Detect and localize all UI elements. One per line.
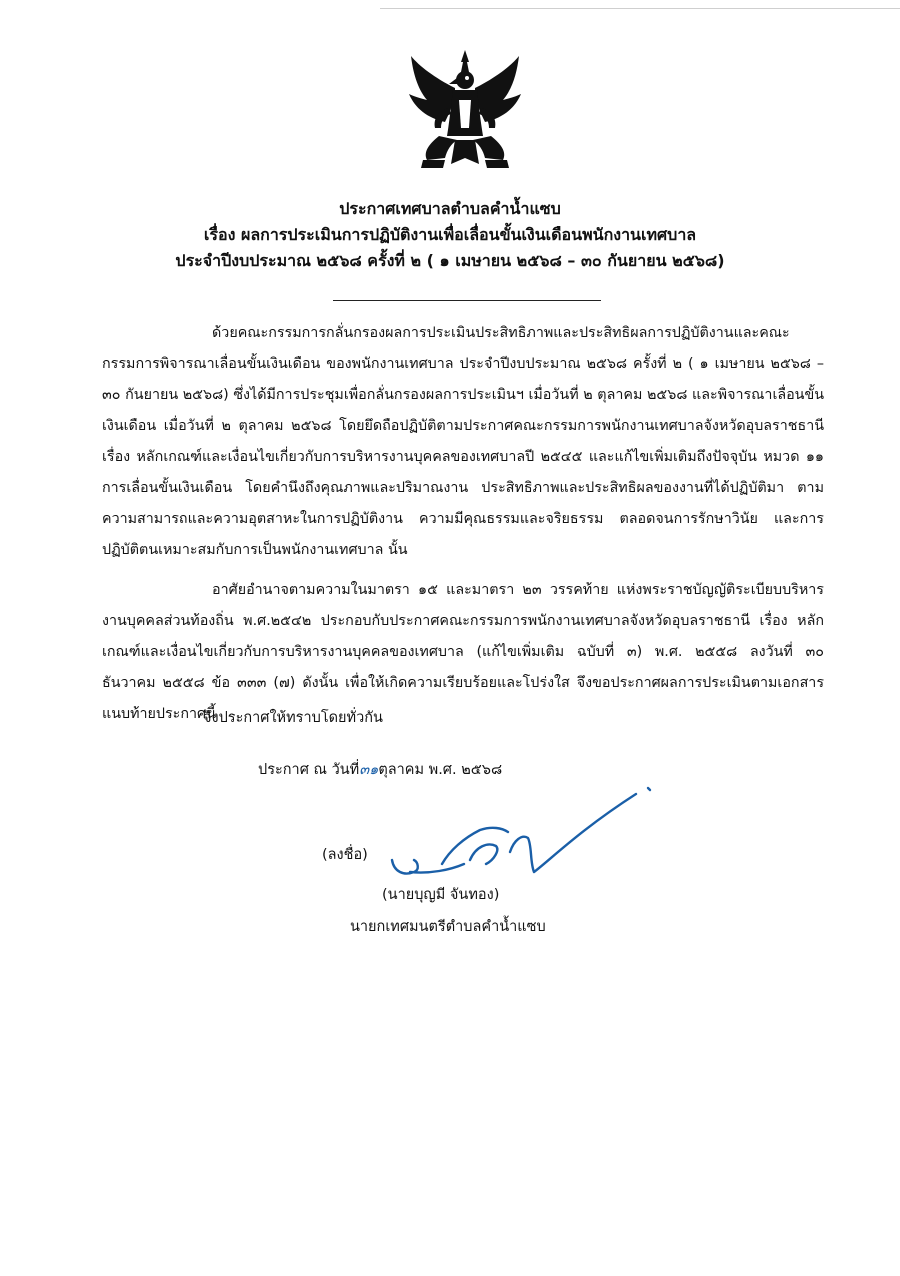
closing-statement: จึงประกาศให้ทราบโดยทั่วกัน xyxy=(203,710,383,726)
document-header xyxy=(100,196,800,274)
announcement-period: ประจำปีงบประมาณ ๒๕๖๘ ครั้งที่ ๒ ( ๑ เมษายน ๒๕๖๘ – ๓๐ กันยายน ๒๕๖๘) xyxy=(175,251,725,270)
header-divider xyxy=(333,300,601,301)
date-day-handwritten: ๓๑ xyxy=(359,762,379,778)
body-paragraph-2: อาศัยอำนาจตามความในมาตรา ๑๕ และมาตรา ๒๓ วรรคท้าย แห่งพระราชบัญญัติระเบียบบริหารงานบุคคลส่วนท้องถิ่น พ.ศ.๒๕๔๒ ประกอบกับประกาศคณะกรรมการพนักงานเทศบาลจังหวัดอุบลราชธานี เรื่อง หลักเกณฑ์และเงื่อนไขเกี่ยวกับการบริหารงานบุคคลของเทศบาล (แก้ไขเพิ่มเติม ฉบับที่ ๓) พ.ศ. ๒๕๕๘ ลงวันที่ ๓๐ ธันวาคม ๒๕๕๘ ข้อ ๓๓๓ (๗) ดังนั้น เพื่อให้เกิดความเรียบร้อยและโปร่งใส จึงขอประกาศผลการประเมินตามเอกสารแนบท้ายประกาศนี้ xyxy=(102,582,824,722)
date-prefix: ประกาศ ณ วันที่ xyxy=(258,762,360,778)
announcement-title: ประกาศเทศบาลตำบลคำน้ำแซบ xyxy=(339,199,561,218)
handwritten-signature xyxy=(380,780,660,890)
garuda-emblem-icon xyxy=(405,48,525,178)
signature-label: (ลงชื่อ) xyxy=(322,847,368,863)
signer-title: นายกเทศมนตรีตำบลคำน้ำแซบ xyxy=(350,919,546,935)
signer-name: (นายบุญมี จันทอง) xyxy=(382,887,500,903)
announcement-date xyxy=(258,758,502,781)
scan-edge-line xyxy=(380,8,900,9)
announcement-subject: เรื่อง ผลการประเมินการปฏิบัติงานเพื่อเลื่อนขั้นเงินเดือนพนักงานเทศบาล xyxy=(203,225,697,244)
body-paragraph-1: ด้วยคณะกรรมการกลั่นกรองผลการประเมินประสิทธิภาพและประสิทธิผลการปฏิบัติงานและคณะกรรมการพิจารณาเลื่อนขั้นเงินเดือน ของพนักงานเทศบาล ประจำปีงบประมาณ ๒๕๖๘ ครั้งที่ ๒ ( ๑ เมษายน ๒๕๖๘ – ๓๐ กันยายน ๒๕๖๘) ซึ่งได้มีการประชุมเพื่อกลั่นกรองผลการประเมินฯ เมื่อวันที่ ๒ ตุลาคม ๒๕๖๘ และพิจารณาเลื่อนขั้นเงินเดือน เมื่อวันที่ ๒ ตุลาคม ๒๕๖๘ โดยยึดถือปฏิบัติตามประกาศคณะกรรมการพนักงานเทศบาลจังหวัดอุบลราชธานี เรื่อง หลักเกณฑ์และเงื่อนไขเกี่ยวกับการบริหารงานบุคคลของเทศบาลปี ๒๕๔๕ และแก้ไขเพิ่มเติมถึงปัจจุบัน หมวด ๑๑ การเลื่อนขั้นเงินเดือน โดยคำนึงถึงคุณภาพและปริมาณงาน ประสิทธิภาพและประสิทธิผลของงานที่ได้ปฏิบัติมา ตามความสามารถและความอุตสาหะในการปฏิบัติงาน ความมีคุณธรรมและจริยธรรม ตลอดจนการรักษาวินัย และการปฏิบัติตนเหมาะสมกับการเป็นพนักงานเทศบาล นั้น xyxy=(102,325,824,558)
date-suffix: ตุลาคม พ.ศ. ๒๕๖๘ xyxy=(378,762,503,778)
